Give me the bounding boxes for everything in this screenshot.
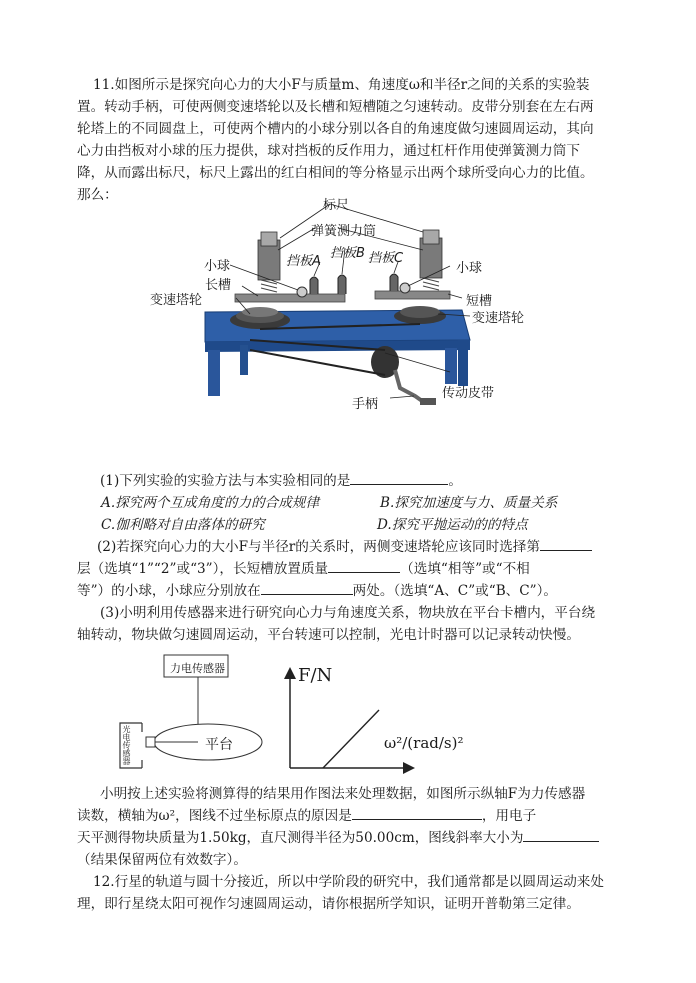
baffle-a — [310, 277, 318, 294]
label-ball-right: 小球 — [456, 261, 483, 276]
q11-sub3-after-line-2: 读数，横轴为ω²，图线不过坐标原点的原因是 ，用电子 — [77, 805, 536, 827]
q11-sub3-after-line-3: 天平测得物块质量为1.50kg，直尺测得半径为50.00cm，图线斜率大小为 — [77, 827, 599, 849]
q11-intro-line-1: 11.如图所示是探究向心力的大小F与质量m、角速度ω和半径r之间的关系的实验装 — [93, 77, 590, 93]
long-slot — [235, 294, 345, 302]
answer-blank[interactable] — [540, 536, 592, 551]
q11-intro-line-3: 轮塔上的不同圆盘上，可使两个槽内的小球分别以各自的角速度做匀速圆周运动，其向 — [77, 121, 594, 137]
label-long-slot: 长槽 — [205, 278, 232, 293]
q11-intro-line-4: 心力由挡板对小球的压力提供，球对挡板的反作用力，通过杠杆作用使弹簧测力筒下 — [77, 143, 580, 159]
q11-option-a: A.探究两个互成角度的力的合成规律 — [101, 495, 320, 511]
q11-sub3-line-1: (3)小明利用传感器来进行研究向心力与角速度关系，物块放在平台卡槽内，平台绕 — [100, 605, 596, 621]
label-baffle-a: 挡板A — [286, 254, 321, 269]
label-handle: 手柄 — [352, 397, 379, 412]
label-platform: 平台 — [205, 737, 233, 753]
table-leg — [445, 348, 457, 384]
q11-sub1-question: (1)下列实验的实验方法与本实验相同的是 。 — [100, 470, 462, 492]
x-axis-label: ω²/(rad/s)² — [384, 734, 464, 752]
q12-line-1: 12.行星的轨道与圆十分接近，所以中学阶段的研究中，我们通常都是以圆周运动来处 — [93, 874, 604, 890]
table-leg — [458, 340, 468, 386]
table-leg — [240, 345, 248, 375]
baffle-b — [338, 275, 346, 294]
label-photo-timer: 光电传感器 — [122, 725, 131, 765]
label-ball-left: 小球 — [204, 259, 231, 274]
table-leg — [208, 350, 220, 396]
ball-right — [400, 283, 410, 293]
q11-option-d: D.探究平抛运动的的特点 — [377, 517, 528, 533]
label-force-sensor: 力电传感器 — [170, 662, 225, 675]
q11-intro-line-5: 降，从而露出标尺，标尺上露出的红白相间的等分格显示出两个球所受向心力的比值。 — [77, 165, 594, 181]
q11-sub3-after-line-1: 小明按上述实验将测算得的结果用作图法来处理数据，如图所示纵轴F为力传感器 — [100, 786, 586, 802]
baffle-c — [390, 274, 398, 291]
ball-left — [297, 287, 307, 297]
answer-blank[interactable] — [352, 805, 482, 820]
belt — [250, 350, 385, 375]
q11-sub3-after-line-4: （结果保留两位有效数字）。 — [77, 852, 247, 868]
short-slot — [375, 291, 450, 299]
label-spring-cylinder: 弹簧测力筒 — [311, 224, 377, 239]
label-baffle-c: 挡板C — [368, 251, 404, 266]
label-tower-wheel-right: 变速塔轮 — [472, 311, 525, 326]
q11-option-c: C.伽利略对自由落体的研究 — [101, 517, 265, 533]
q11-intro-line-6: 那么： — [77, 187, 118, 203]
fit-line — [323, 710, 379, 768]
label-short-slot: 短槽 — [466, 294, 493, 309]
q11-sub2-line-1: (2)若探究向心力的大小F与半径r的关系时，两侧变速塔轮应该同时选择第 — [97, 536, 592, 558]
q12-line-2: 理，即行星绕太阳可视作匀速圆周运动，请你根据所学知识，证明开普勒第三定律。 — [77, 896, 580, 912]
q11-option-b: B.探究加速度与力、质量关系 — [380, 495, 558, 511]
label-belt: 传动皮带 — [442, 386, 495, 401]
q11-sub3-line-2: 轴转动，物块做匀速圆周运动，平台转速可以控制，光电计时器可以记录转动快慢。 — [77, 627, 580, 643]
answer-blank[interactable] — [328, 558, 400, 573]
handle-grip — [420, 398, 436, 405]
answer-blank[interactable] — [261, 580, 353, 595]
y-axis-label: F/N — [298, 665, 333, 686]
answer-blank[interactable] — [523, 827, 599, 842]
block — [146, 737, 155, 747]
label-baffle-b: 挡板B — [330, 246, 365, 261]
label-scale: 标尺 — [323, 198, 350, 213]
label-tower-wheel-left: 变速塔轮 — [150, 293, 203, 308]
q11-sub2-line-2: 层（选填“1”“2”或“3”），长短槽放置质量 （选填“相等”或“不相 — [77, 558, 530, 580]
q11-intro-line-2: 置。转动手柄，可使两侧变速塔轮以及长槽和短槽随之匀速转动。皮带分别套在左右两 — [77, 99, 594, 115]
q11-sub2-line-3: 等”）的小球，小球应分别放在 两处。（选填“A、C”或“B、C”）。 — [77, 580, 557, 602]
answer-blank[interactable] — [350, 470, 448, 485]
